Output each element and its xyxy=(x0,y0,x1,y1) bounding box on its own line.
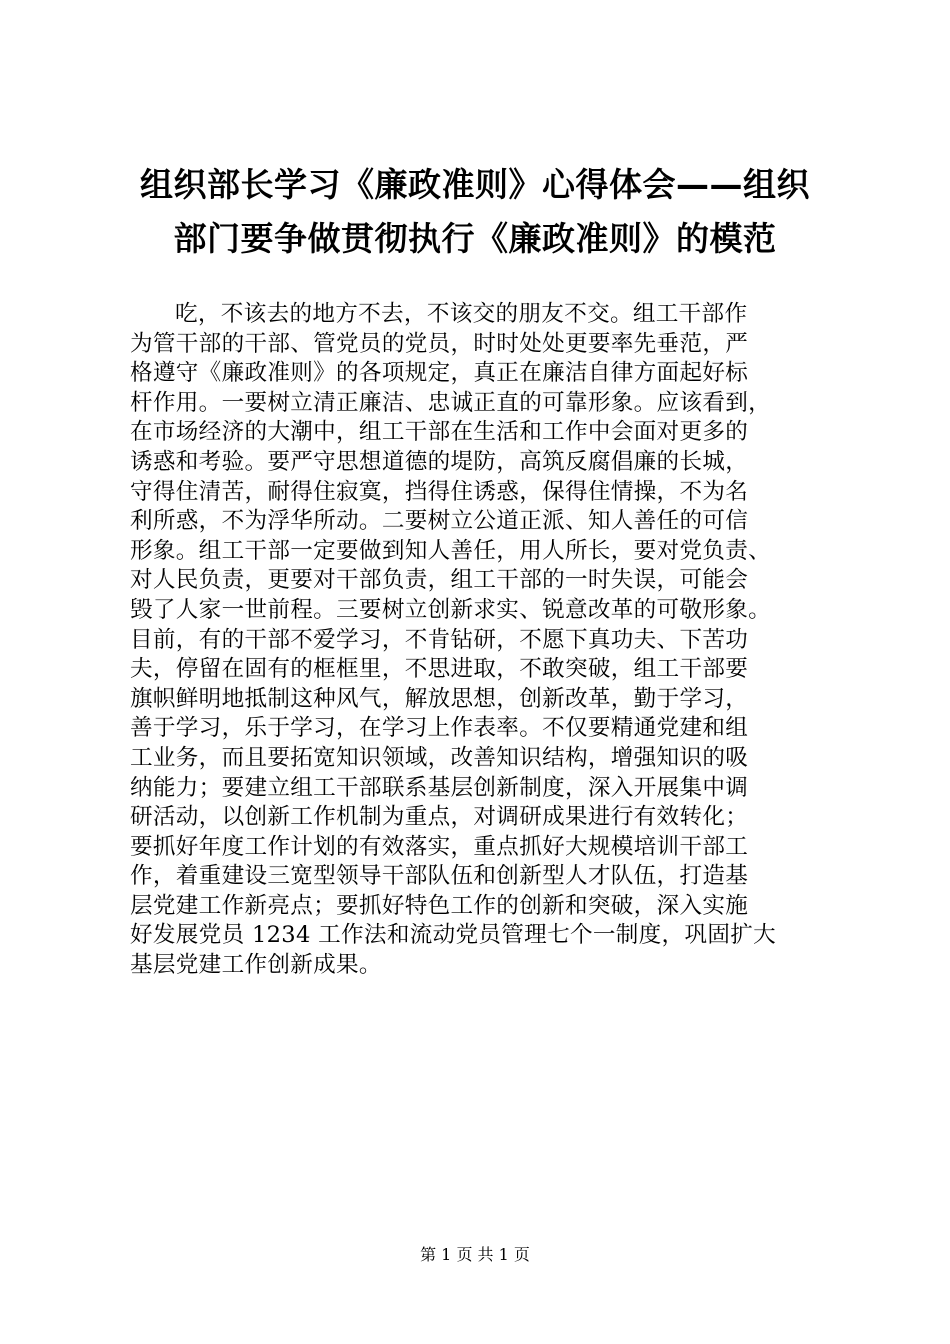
body-line: 格遵守《廉政准则》的各项规定，真正在廉洁自律方面起好标 xyxy=(130,360,749,387)
body-line: 对人民负责，更要对干部负责，组工干部的一时失误，可能会 xyxy=(130,567,749,594)
body-line: 在市场经济的大潮中，组工干部在生活和工作中会面对更多的 xyxy=(130,419,749,446)
body-line: 杆作用。一要树立清正廉洁、忠诚正直的可靠形象。应该看到， xyxy=(130,389,772,416)
title-line-2: 部门要争做贯彻执行《廉政准则》的模范 xyxy=(173,219,777,258)
body-line: 基层党建工作创新成果。 xyxy=(130,952,382,979)
body-line: 吃，不该去的地方不去，不该交的朋友不交。组工干部作 xyxy=(175,301,748,327)
body-line: 工业务，而且要拓宽知识领域，改善知识结构，增强知识的吸 xyxy=(130,744,749,771)
body-line: 形象。组工干部一定要做到知人善任，用人所长，要对党负责、 xyxy=(130,537,772,564)
body-line: 作，着重建设三宽型领导干部队伍和创新型人才队伍，打造基 xyxy=(130,863,749,890)
title-line-1: 组织部长学习《廉政准则》心得体会——组织 xyxy=(140,165,810,204)
body-line: 夫，停留在固有的框框里，不思进取，不敢突破，组工干部要 xyxy=(130,656,749,683)
body-line: 守得住清苦，耐得住寂寞，挡得住诱惑，保得住情操，不为名 xyxy=(130,478,749,505)
body-line: 善于学习，乐于学习，在学习上作表率。不仅要精通党建和组 xyxy=(130,715,749,742)
body-paragraph xyxy=(130,300,835,981)
body-line: 为管干部的干部、管党员的党员，时时处处更要率先垂范，严 xyxy=(130,330,749,357)
document-title xyxy=(120,158,830,266)
body-line: 目前，有的干部不爱学习，不肯钻研，不愿下真功夫、下苦功 xyxy=(130,626,749,653)
body-line: 毁了人家一世前程。三要树立创新求实、锐意改革的可敬形象。 xyxy=(130,596,772,623)
page-footer: 第 1 页 共 1 页 xyxy=(420,1245,530,1264)
body-line: 好发展党员 1234 工作法和流动党员管理七个一制度，巩固扩大 xyxy=(130,922,777,949)
body-line: 利所惑，不为浮华所动。二要树立公道正派、知人善任的可信 xyxy=(130,508,749,535)
body-line: 诱惑和考验。要严守思想道德的堤防，高筑反腐倡廉的长城， xyxy=(130,448,749,475)
body-line: 研活动，以创新工作机制为重点，对调研成果进行有效转化； xyxy=(130,804,749,831)
body-line: 要抓好年度工作计划的有效落实，重点抓好大规模培训干部工 xyxy=(130,833,749,860)
body-line: 层党建工作新亮点；要抓好特色工作的创新和突破，深入实施 xyxy=(130,892,749,919)
body-line: 纳能力；要建立组工干部联系基层创新制度，深入开展集中调 xyxy=(130,774,749,801)
body-line: 旗帜鲜明地抵制这种风气，解放思想，创新改革，勤于学习， xyxy=(130,685,749,712)
